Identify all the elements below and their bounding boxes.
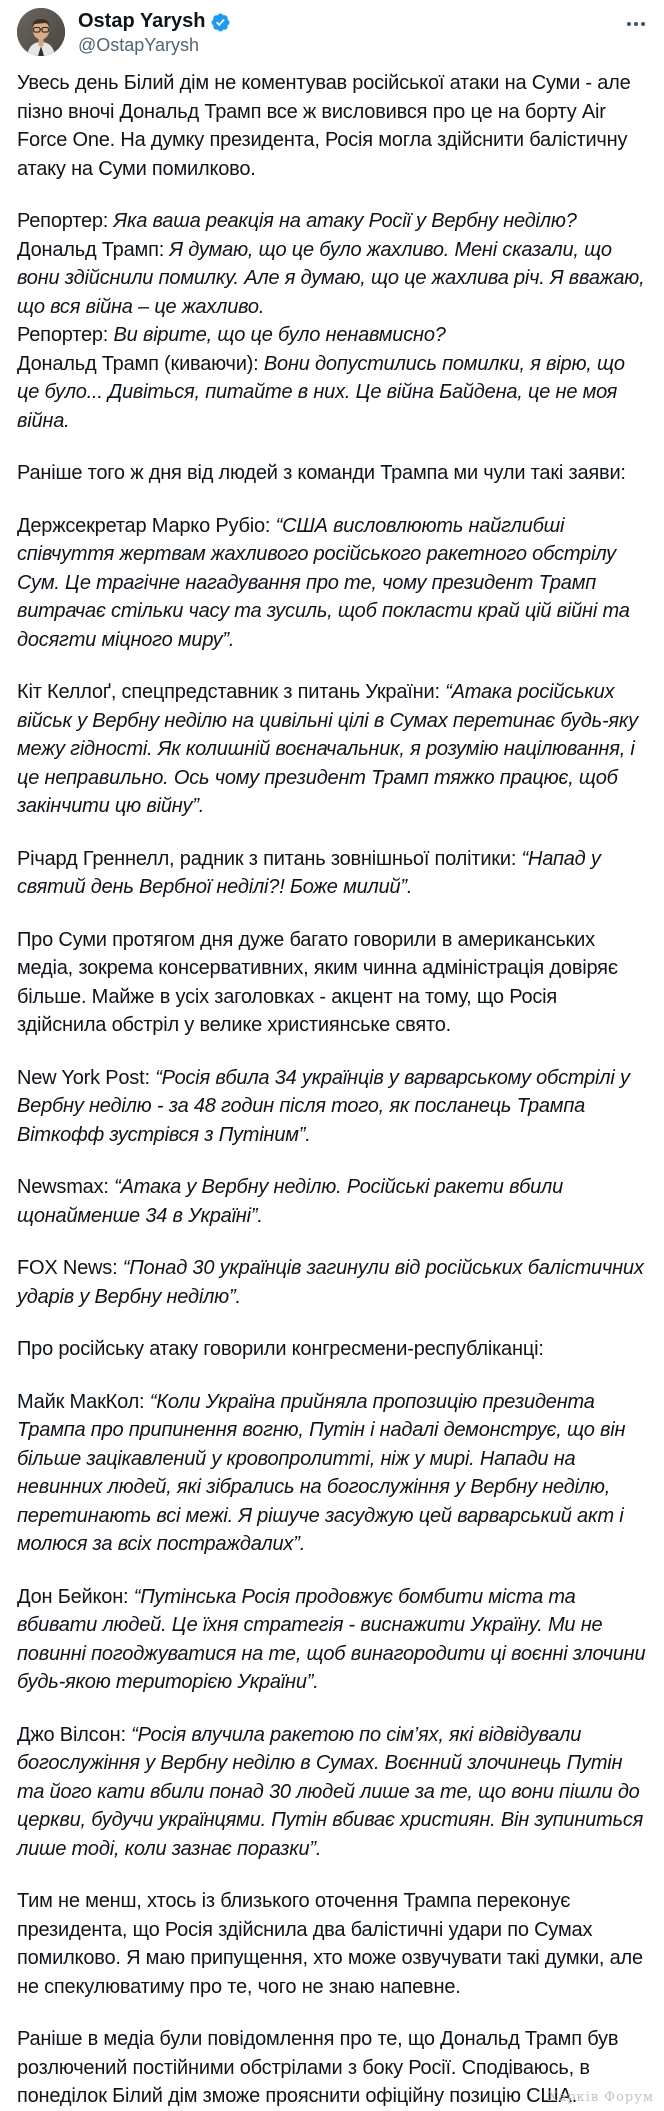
author-display-name[interactable]: Ostap Yarysh bbox=[78, 10, 206, 32]
speaker-label: Майк МакКол: bbox=[17, 1390, 150, 1413]
post-paragraph bbox=[17, 207, 647, 435]
quoted-speech: “Росія вбила 34 українців у варварському обстрілі у Вербну неділю - за 48 годин після того, як посланець Трампа Віткофф зустрівся з Путіним”. bbox=[17, 1066, 630, 1146]
speaker-label: Newsmax: bbox=[17, 1176, 115, 1198]
text-line bbox=[17, 459, 647, 488]
post-paragraph bbox=[17, 1721, 647, 1864]
text-line bbox=[17, 69, 647, 183]
more-dot bbox=[634, 22, 638, 26]
text-line bbox=[17, 1064, 647, 1150]
text-line bbox=[17, 1254, 647, 1311]
text-line bbox=[17, 207, 647, 236]
speaker-label: Увесь день Білий дім не коментував російської атаки на Суми - але пізно вночі Дональд Трамп все ж висловився про це на борту Air Force One. На думку президента, Росія могла здійснити балістичну атаку на Суми помилково. bbox=[17, 72, 631, 180]
speaker-label: New York Post: bbox=[17, 1066, 156, 1089]
speaker-label: Дон Бейкон: bbox=[17, 1585, 134, 1608]
text-line bbox=[17, 512, 647, 655]
speaker-label: Річард Греннелл, радник з питань зовнішньої політики: bbox=[17, 847, 522, 870]
speaker-label: Джо Вілсон: bbox=[17, 1723, 132, 1746]
text-line bbox=[17, 350, 647, 436]
text-line bbox=[17, 236, 647, 322]
speaker-label: Дональд Трамп: bbox=[17, 238, 170, 261]
speaker-label: FOX News: bbox=[17, 1257, 123, 1279]
quoted-speech: “Коли Україна прийняла пропозицію президента Трампа про припинення вогню, Путін і надалі демонструє, що він більше зацікавлений у кровопролитті, ніж у мирі. Напади на невинних людей, які зібрались на богослужіння у Вербну неділю, перетинають всі межі. Я рішуче засуджую цей варварський акт і молюся за всіх постраждалих”. bbox=[17, 1390, 626, 1555]
speaker-label: Про Суми протягом дня дуже багато говорили в американських медіа, зокрема консервативних, яким чинна адміністрація довіряє більше. Майже в усіх заголовках - акцент на тому, що Росія здійснила обстріл у велике християнське свято. bbox=[17, 928, 618, 1036]
text-line bbox=[17, 1173, 647, 1230]
quoted-speech: “Атака російських військ у Вербну неділю на цивільні цілі в Сумах перетинає будь-яку межу гідності. Як колишній воєначальник, я розумію націлювання, і це неправильно. Ось чому президент Трамп тяжко працює, щоб закінчити цю війну”. bbox=[17, 681, 638, 817]
post-paragraph bbox=[17, 1583, 647, 1697]
post-paragraph bbox=[17, 459, 647, 488]
text-line bbox=[17, 1721, 647, 1864]
speaker-label: Тим не менш, хтось із близького оточення Трампа переконує президента, що Росія здійснила два балістичні удари по Сумах помилково. Я маю припущення, хто може озвучувати такі думки, але не спекулюватиму про те, чого не знаю напевне. bbox=[17, 1890, 643, 1998]
speaker-label: Кіт Келлоґ, спецпредставник з питань України: bbox=[17, 681, 446, 703]
quoted-speech: “Атака у Вербну неділю. Російські ракети вбили щонайменше 34 в Україні”. bbox=[17, 1176, 564, 1227]
quoted-speech: Ви вірите, що це було ненавмисно? bbox=[113, 324, 446, 346]
post-paragraph bbox=[17, 1173, 647, 1230]
text-line bbox=[17, 1335, 647, 1364]
text-line bbox=[17, 1887, 647, 2001]
speaker-label: Раніше в медіа були повідомлення про те, що Дональд Трамп був розлючений постійними обстрілами з боку Росії. Сподіваюсь, в понеділок Білий дім зможе прояснити офіційну позицію США. bbox=[17, 2028, 619, 2107]
speaker-label: Репортер: bbox=[17, 210, 114, 232]
more-options-icon[interactable] bbox=[627, 8, 647, 26]
post-paragraph bbox=[17, 1335, 647, 1364]
author-handle[interactable]: @OstapYarysh bbox=[78, 35, 199, 55]
avatar[interactable] bbox=[17, 8, 65, 56]
quoted-speech: Яка ваша реакція на атаку Росії у Вербну неділю? bbox=[113, 210, 577, 232]
post-body-text bbox=[17, 69, 647, 2111]
post-paragraph bbox=[17, 1254, 647, 1311]
post-paragraph bbox=[17, 1064, 647, 1150]
text-line bbox=[17, 845, 647, 902]
more-dot bbox=[627, 22, 631, 26]
speaker-label: Про російську атаку говорили конгресмени-республіканці: bbox=[17, 1338, 544, 1360]
post-paragraph bbox=[17, 678, 647, 821]
text-line bbox=[17, 678, 647, 821]
quoted-speech: “США висловлюють найглибші співчуття жертвам жахливого російського ракетного обстрілу Сум. Це трагічне нагадування про те, чому президент Трамп витрачає стільки часу та зусиль, щоб покласти край цій війні та досягти міцного миру”. bbox=[17, 514, 630, 651]
author-names bbox=[78, 8, 231, 57]
post-paragraph bbox=[17, 69, 647, 183]
speaker-label: Держсекретар Марко Рубіо: bbox=[17, 514, 276, 537]
text-line bbox=[17, 926, 647, 1040]
more-dot bbox=[641, 22, 645, 26]
post-paragraph bbox=[17, 1388, 647, 1559]
quoted-speech: “Понад 30 українців загинули від російських балістичних ударів у Вербну неділю”. bbox=[17, 1257, 644, 1308]
post-header bbox=[17, 4, 647, 69]
quoted-speech: “Напад у святий день Вербної неділі?! Боже милий”. bbox=[17, 847, 601, 898]
post-paragraph bbox=[17, 926, 647, 1040]
text-line bbox=[17, 321, 647, 350]
quoted-speech: “Росія влучила ракетою по сім’ях, які відвідували богослужіння у Вербну неділю в Сумах. Воєнний злочинець Путін та його кати вбили понад 30 людей лише за те, що вони пішли до церкви, будучи українцями. Путін вбиває християн. Він зупиниться лише тоді, коли зазнає поразки”. bbox=[17, 1723, 644, 1860]
speaker-label: Дональд Трамп (киваючи): bbox=[17, 352, 264, 375]
watermark: Харків Форум bbox=[548, 2089, 654, 2105]
quoted-speech: “Путінська Росія продовжує бомбити міста та вбивати людей. Це їхня стратегія - виснажити Україну. Ми не повинні погоджуватися на те, щоб винагородити ці воєнні злочини будь-якою територією України”. bbox=[17, 1585, 646, 1693]
post-paragraph bbox=[17, 845, 647, 902]
verified-badge-icon bbox=[210, 12, 231, 33]
text-line bbox=[17, 1388, 647, 1559]
text-line bbox=[17, 1583, 647, 1697]
quoted-speech: Вони допустились помилки, я вірю, що це було... Дивіться, питайте в них. Це війна Байдена, це не моя війна. bbox=[17, 352, 625, 432]
avatar-portrait bbox=[17, 8, 65, 56]
speaker-label: Раніше того ж дня від людей з команди Трампа ми чули такі заяви: bbox=[17, 462, 626, 484]
quoted-speech: Я думаю, що це було жахливо. Мені сказали, що вони здійснили помилку. Але я думаю, що це жахлива річ. Я вважаю, що вся війна – це жахливо. bbox=[17, 238, 645, 318]
post-paragraph bbox=[17, 512, 647, 655]
speaker-label: Репортер: bbox=[17, 324, 114, 346]
post-paragraph bbox=[17, 1887, 647, 2001]
